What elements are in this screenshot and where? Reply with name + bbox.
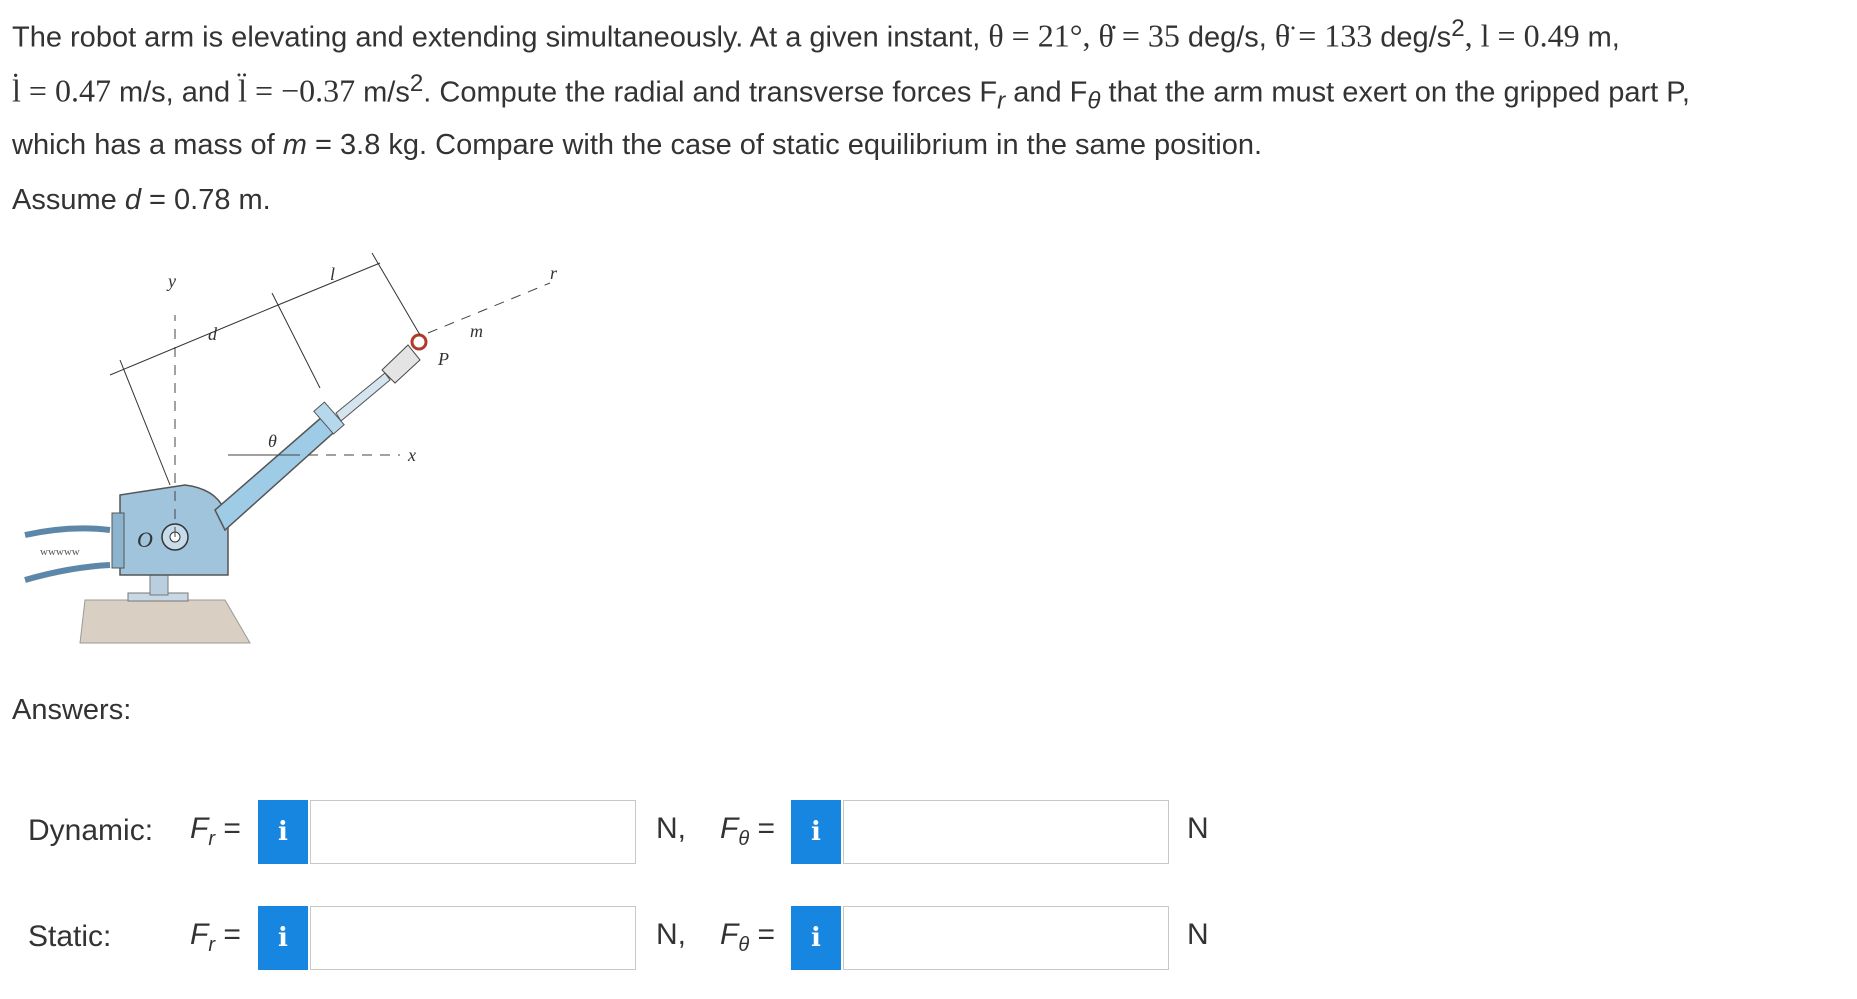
unit-fr-static: N,: [656, 918, 686, 951]
gripped-part: [412, 335, 426, 349]
static-answer-row: [0, 906, 1857, 970]
ftheta-symbol-static: $F_\theta$ =: [720, 918, 776, 956]
fr-dynamic-input[interactable]: [310, 800, 636, 864]
label-P: P: [438, 349, 449, 369]
ground-block: [80, 600, 250, 643]
dim-d-ext1: [120, 360, 170, 485]
cable-label: wwwww: [40, 546, 80, 558]
arm-inner-rod: [336, 373, 390, 421]
problem-line-3: which has a mass of m = 3.8 kg. Compare with the case of static equilibrium in the same position.: [12, 129, 1263, 162]
robot-arm-figure: [10, 263, 570, 655]
problem-line-2: l̇ = 0.47 m/s, and l̈ = −0.37 $m/s^2$. Compute the radial and transverse forces $F_r$ and $F_\theta$ that the arm must exert on the gripped part P,: [12, 69, 1690, 115]
unit-ftheta-static: N: [1187, 918, 1209, 951]
r-axis: [428, 283, 550, 333]
dim-d-ext2: [272, 293, 320, 388]
info-button-ftheta-dynamic[interactable]: i: [791, 800, 841, 864]
problem-line-1: The robot arm is elevating and extending simultaneously. At a given instant, θ = 21°, θ̇ = 35 deg/s, θ̈ = 133 deg/$s^2$, l = 0.49 m,: [12, 15, 1620, 54]
label-r: r: [550, 263, 558, 283]
base-flange: [112, 513, 124, 568]
label-m: m: [470, 321, 483, 341]
arm-outer-tube: [215, 410, 342, 530]
label-d: d: [208, 324, 217, 344]
answers-label: Answers:: [12, 694, 132, 726]
label-theta: θ: [268, 431, 277, 451]
dim-l-ext: [372, 253, 420, 335]
pedestal-post: [150, 573, 168, 595]
ftheta-dynamic-input[interactable]: [843, 800, 1169, 864]
unit-fr-dynamic: N,: [656, 812, 686, 845]
dynamic-answer-row: [0, 800, 1857, 864]
unit-ftheta-dynamic: N: [1187, 812, 1209, 845]
dim-l-line: [278, 263, 380, 305]
info-button-ftheta-static[interactable]: i: [791, 906, 841, 970]
label-l: l: [330, 264, 336, 284]
label-y: y: [168, 271, 176, 291]
ftheta-static-input[interactable]: [843, 906, 1169, 970]
dim-d-line: [110, 305, 278, 375]
assumption-text: Assume d = 0.78 m.: [12, 184, 271, 216]
cable-bottom: [25, 565, 110, 580]
info-button-fr-dynamic[interactable]: i: [258, 800, 308, 864]
fr-symbol-dynamic: $F_r$ =: [190, 812, 241, 850]
cable-top: [25, 528, 110, 535]
ftheta-symbol-dynamic: $F_\theta$ =: [720, 812, 776, 850]
fr-static-input[interactable]: [310, 906, 636, 970]
label-x: x: [408, 445, 416, 465]
dynamic-label: Dynamic:: [28, 814, 154, 847]
label-O: O: [137, 527, 153, 552]
fr-symbol-static: $F_r$ =: [190, 918, 241, 956]
static-label: Static:: [28, 920, 112, 953]
info-button-fr-static[interactable]: i: [258, 906, 308, 970]
problem-statement: [12, 6, 1852, 168]
